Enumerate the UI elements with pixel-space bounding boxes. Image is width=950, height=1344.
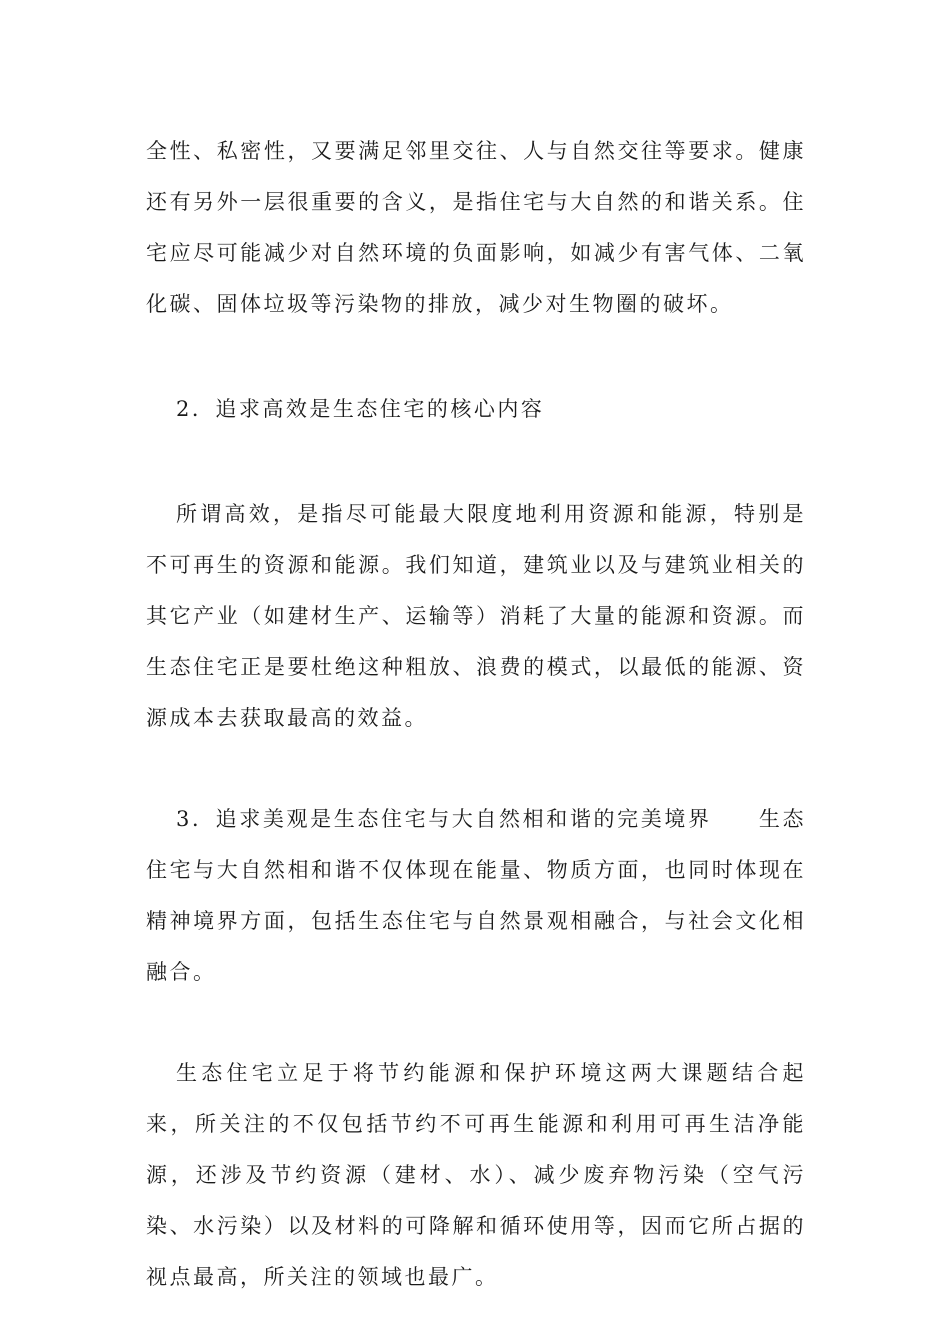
section-heading-efficiency: 2．追求高效是生态住宅的核心内容 [176,397,545,421]
paragraph-summary: 生态住宅立足于将节约能源和保护环境这两大课题结合起来，所关注的不仅包括节约不可再生能源和利用可再生洁净能源，还涉及节约资源（建材、水）、减少废弃物污染（空气污染、水污染）以及材料的可降解和循环使用等，因而它所占据的视点最高，所关注的领域也最广。 [146,1061,806,1289]
paragraph-spacer [146,744,806,794]
paragraph-beauty: 3．追求美观是生态住宅与大自然相和谐的完美境界 生态住宅与大自然相和谐不仅体现在能量、物质方面，也同时体现在精神境界方面，包括生态住宅与自然景观相融合，与社会文化相融合。 [146,807,806,984]
paragraph-health: 全性、私密性，又要满足邻里交往、人与自然交往等要求。健康还有另外一层很重要的含义，是指住宅与大自然的和谐关系。住宅应尽可能减少对自然环境的负面影响，如减少有害气体、二氧化碳、固体垃圾等污染物的排放，减少对生物圈的破坏。 [146,139,806,316]
paragraph-efficiency: 所谓高效，是指尽可能最大限度地利用资源和能源，特别是不可再生的资源和能源。我们知道，建筑业以及与建筑业相关的其它产业（如建材生产、运输等）消耗了大量的能源和资源。而生态住宅正是要杜绝这种粗放、浪费的模式，以最低的能源、资源成本去获取最高的效益。 [146,502,806,730]
paragraph-spacer [146,330,806,384]
paragraph-spacer [146,998,806,1048]
document-page [146,126,806,1303]
paragraph-spacer [146,435,806,489]
